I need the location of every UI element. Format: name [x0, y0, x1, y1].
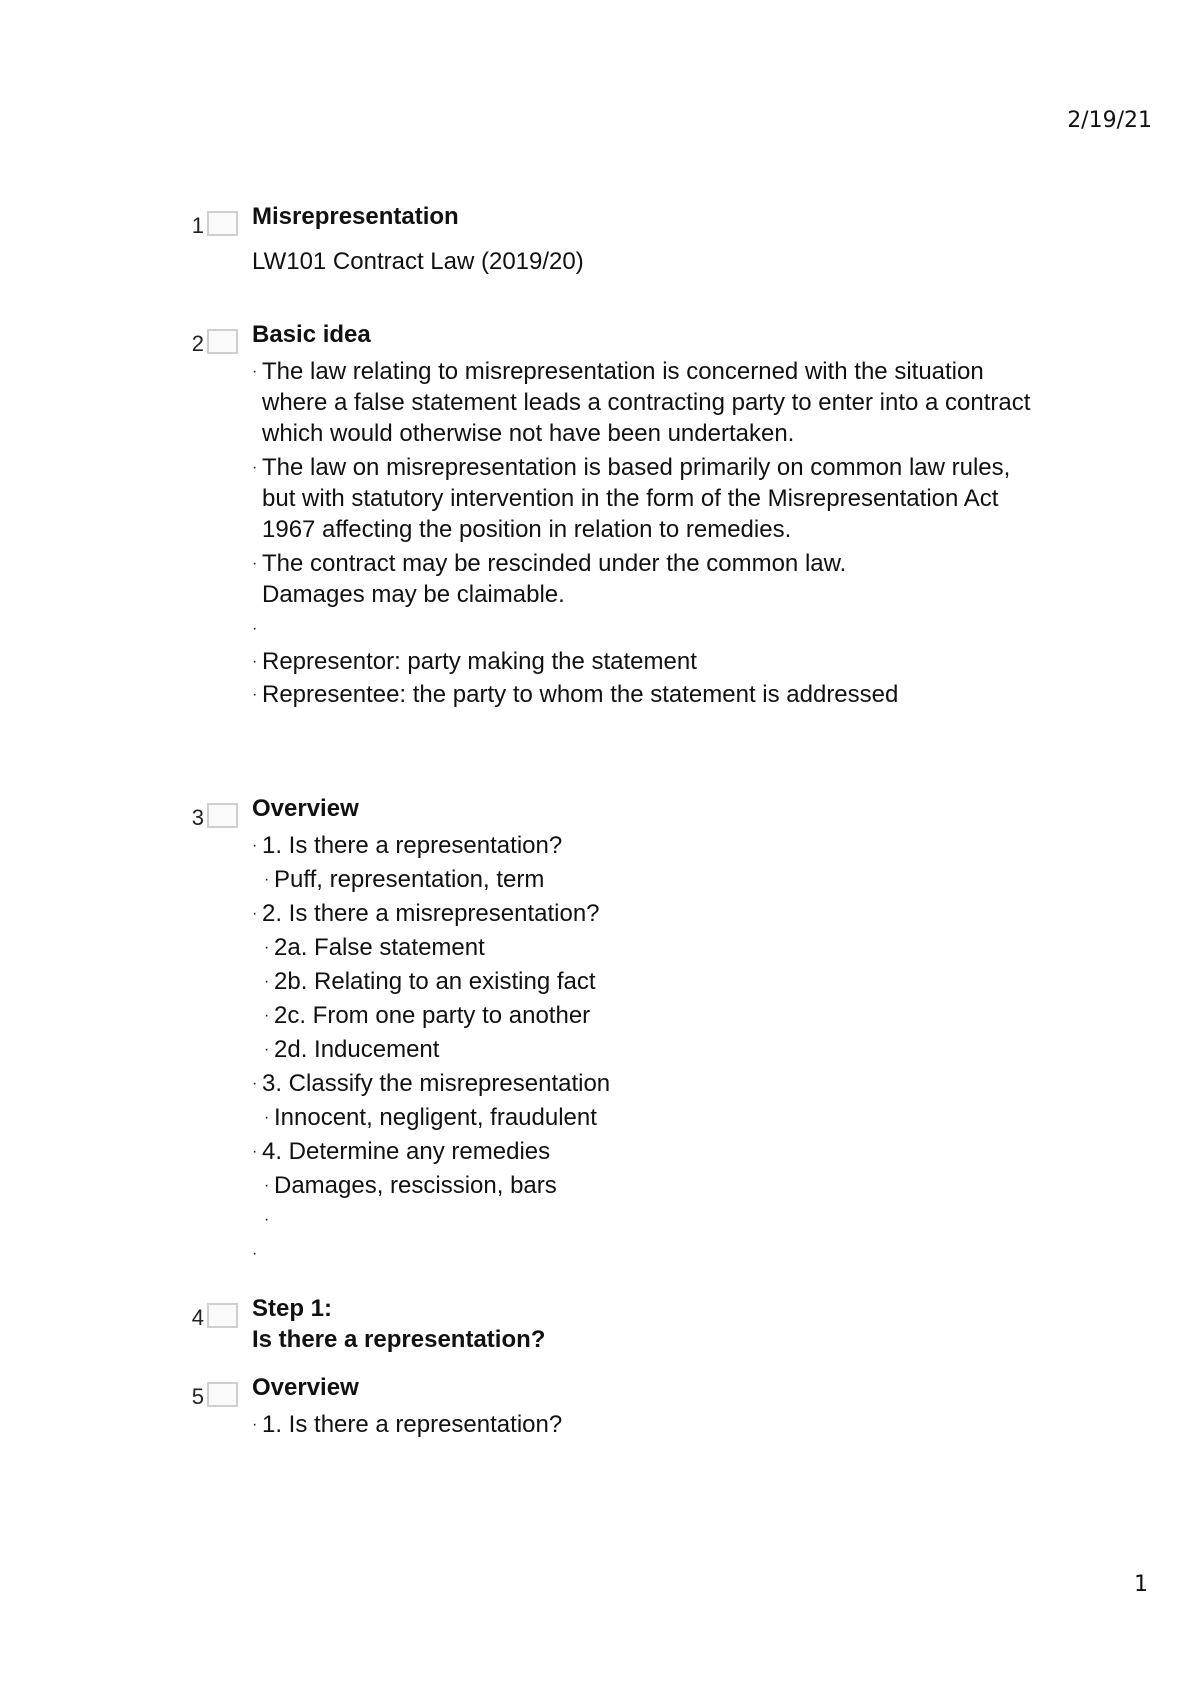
slide-title: Step 1: Is there a representation?: [252, 1295, 546, 1353]
slide-title: Overview: [252, 795, 359, 822]
list-item: · 2b. Relating to an existing fact: [264, 968, 596, 995]
list-item: ·: [252, 620, 258, 637]
bullet-list: [252, 356, 1042, 710]
list-item: ·: [264, 1211, 270, 1228]
slide-title: Misrepresentation: [252, 203, 459, 230]
list-item: · Innocent, negligent, fraudulent: [264, 1104, 597, 1131]
list-item: · 2c. From one party to another: [264, 1002, 591, 1029]
page-number: 1: [1134, 1572, 1148, 1597]
slide-thumbnail: [207, 1382, 238, 1407]
list-item: · 1. Is there a representation?: [252, 832, 563, 859]
list-item: ·: [252, 1245, 258, 1262]
slide-title: Basic idea: [252, 321, 371, 348]
slide-number: 2: [191, 331, 204, 356]
list-item: · 2d. Inducement: [264, 1036, 440, 1063]
slide-number: 4: [191, 1305, 204, 1330]
slide-number: 3: [191, 805, 204, 830]
list-item: · 1. Is there a representation?: [252, 1411, 563, 1438]
list-item: · 4. Determine any remedies: [252, 1138, 551, 1165]
list-item: · The law relating to misrepresentation is concerned with the situation where a false statement leads a contracting party to enter into a contract which would otherwise not have been undertaken.: [252, 358, 1031, 447]
list-item: · Puff, representation, term: [264, 866, 545, 893]
list-item: · 2a. False statement: [264, 934, 485, 961]
list-item: · Representee: the party to whom the statement is addressed: [252, 681, 899, 708]
slide-thumbnail: [207, 211, 238, 236]
slide-thumbnail: [207, 1303, 238, 1328]
slide-thumbnail: [207, 329, 238, 354]
bullet-list: [252, 1409, 562, 1440]
list-item: · Damages, rescission, bars: [264, 1172, 557, 1199]
list-item: · 3. Classify the misrepresentation: [252, 1070, 611, 1097]
slide-subtitle: LW101 Contract Law (2019/20): [252, 248, 584, 275]
slide-number: 5: [191, 1384, 204, 1409]
list-item: · The law on misrepresentation is based primarily on common law rules, but with statutory intervention in the form of the Misrepresentation Act 1967 affecting the position in relation to remedies.: [252, 454, 1011, 543]
list-item: · 2. Is there a misrepresentation?: [252, 900, 600, 927]
slide-thumbnail: [207, 803, 238, 828]
list-item: · The contract may be rescinded under the common law. Damages may be claimable.: [252, 550, 847, 608]
slide-number: 1: [191, 213, 204, 238]
list-item: · Representor: party making the statement: [252, 648, 697, 675]
bullet-list: [252, 830, 610, 1269]
slide-title: Overview: [252, 1374, 359, 1401]
page-date: 2/19/21: [1067, 108, 1152, 133]
